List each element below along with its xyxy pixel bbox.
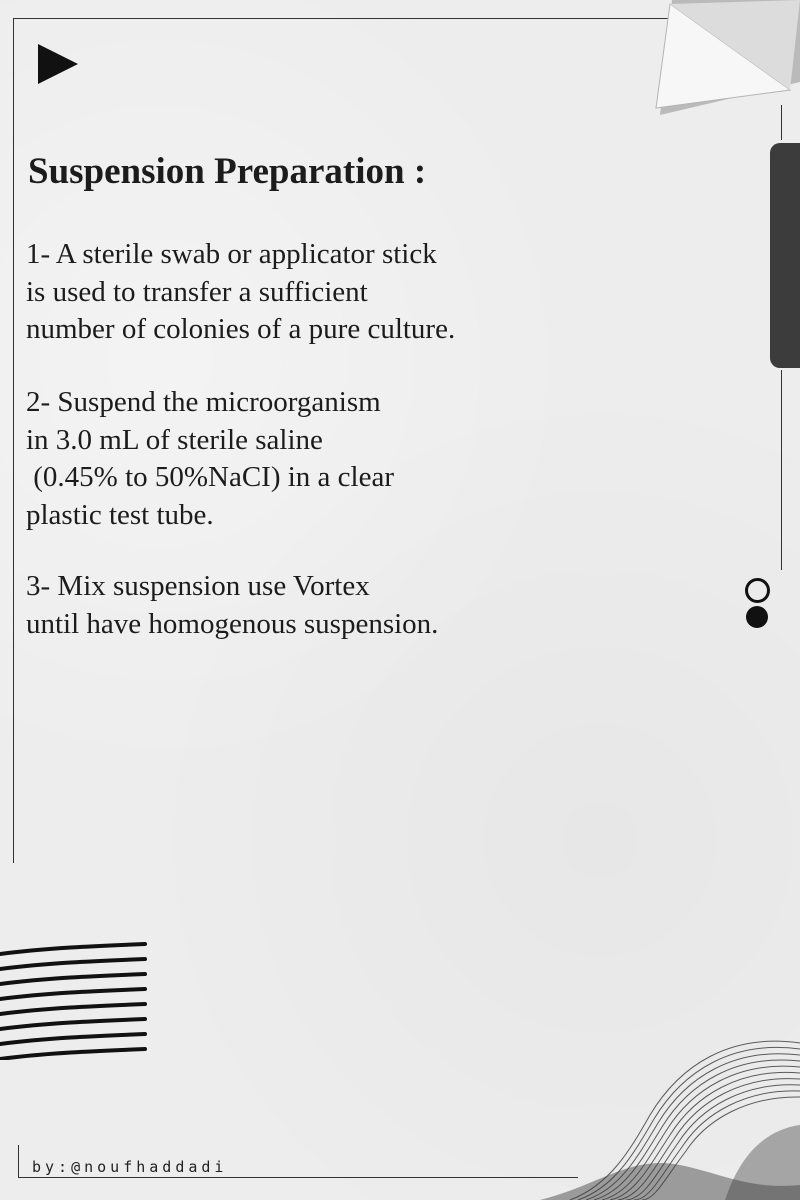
stripes-icon [0, 940, 150, 1060]
credit-left-border [18, 1145, 19, 1177]
step-2-line: in 3.0 mL of sterile saline [26, 423, 323, 456]
step-2 [26, 384, 394, 534]
page-title: Suspension Preparation : [28, 151, 427, 192]
frame-top-border [13, 18, 673, 19]
dot-icon [746, 606, 768, 628]
corner-fold-icon [650, 0, 800, 120]
step-3-line: 3- Mix suspension use Vortex [26, 570, 370, 602]
author-credit: by:@noufhaddadi [32, 1158, 228, 1176]
play-icon [38, 44, 78, 84]
side-tab [770, 143, 800, 368]
step-2-line: (0.45% to 50%NaCI) in a clear [26, 461, 395, 493]
step-2-line: 2- Suspend the microorganism [26, 386, 381, 418]
step-1-line: 1- A sterile swab or applicator stick [26, 238, 437, 270]
step-1-line: number of colonies of a pure culture. [26, 313, 456, 345]
frame-right-border-lower [781, 370, 782, 570]
step-2-line: plastic test tube. [26, 498, 214, 531]
wave-icon [540, 1025, 800, 1200]
step-3-line: until have homogenous suspension. [26, 607, 439, 640]
frame-left-border [13, 18, 14, 863]
step-1 [26, 236, 455, 349]
credit-bottom-border [18, 1177, 578, 1178]
step-1-line: is used to transfer a sufficient [26, 275, 368, 308]
step-3 [26, 568, 438, 643]
ring-icon [745, 578, 770, 603]
